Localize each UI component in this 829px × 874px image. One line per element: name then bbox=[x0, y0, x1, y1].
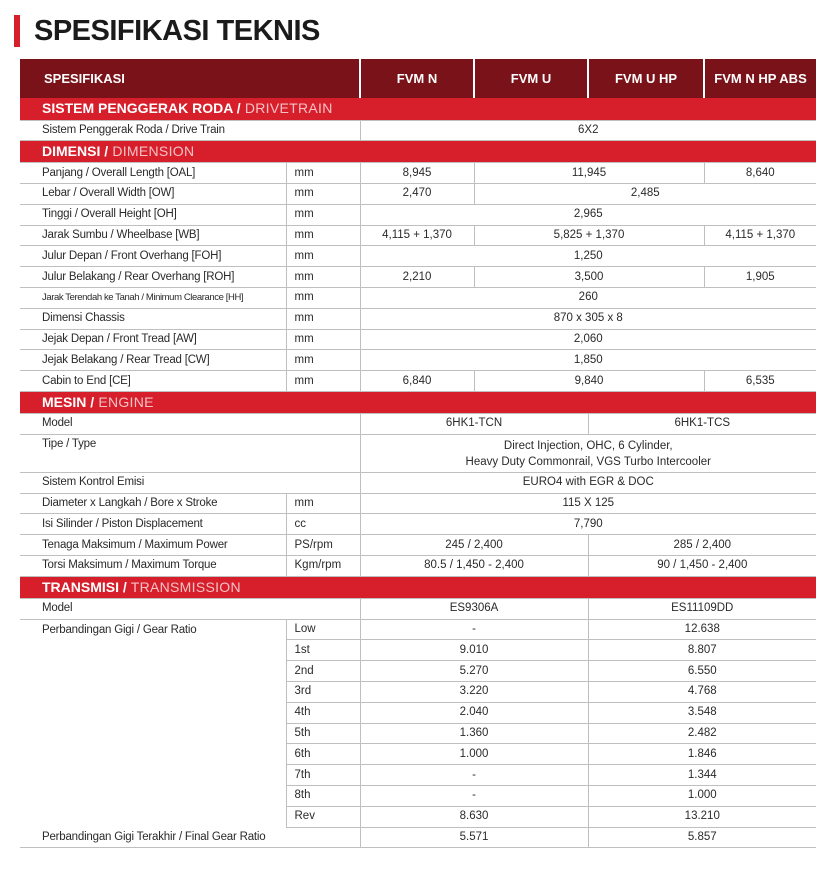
row-label: Jarak Terendah ke Tanah / Minimum Clearance [HH] bbox=[20, 288, 286, 309]
section-title: DIMENSI / bbox=[42, 143, 109, 160]
row-unit: mm bbox=[286, 288, 360, 309]
section-title: MESIN / bbox=[42, 394, 95, 411]
cell-value bbox=[360, 434, 816, 472]
cell-value: 3.548 bbox=[588, 702, 816, 723]
row-label: Jarak Sumbu / Wheelbase [WB] bbox=[20, 225, 286, 246]
cell-value: 4.768 bbox=[588, 682, 816, 703]
row-unit: Kgm/rpm bbox=[286, 556, 360, 577]
table-row bbox=[20, 204, 816, 225]
cell-value: 90 / 1,450 - 2,400 bbox=[588, 556, 816, 577]
row-label: Cabin to End [CE] bbox=[20, 371, 286, 392]
row-label: Diameter x Langkah / Bore x Stroke bbox=[20, 493, 286, 514]
row-unit: mm bbox=[286, 308, 360, 329]
cell-value: 1.344 bbox=[588, 765, 816, 786]
gear-label: 7th bbox=[286, 765, 360, 786]
cell-value: 8,945 bbox=[360, 163, 474, 184]
cell-value: 1.000 bbox=[588, 786, 816, 807]
header-model-fvm-u-hp: FVM U HP bbox=[588, 59, 704, 98]
row-label: Model bbox=[20, 414, 360, 435]
cell-value: - bbox=[360, 765, 588, 786]
section-title: TRANSMISI / bbox=[42, 578, 127, 595]
cell-value: 245 / 2,400 bbox=[360, 535, 588, 556]
spec-sheet bbox=[20, 59, 816, 848]
section-dimension bbox=[20, 141, 816, 163]
row-label: Perbandingan Gigi / Gear Ratio bbox=[20, 619, 286, 827]
table-row bbox=[20, 288, 816, 309]
table-row bbox=[20, 434, 816, 472]
table-row bbox=[20, 225, 816, 246]
section-subtitle: ENGINE bbox=[94, 394, 154, 411]
row-label: Julur Depan / Front Overhang [FOH] bbox=[20, 246, 286, 267]
gear-label: 3rd bbox=[286, 682, 360, 703]
table-row bbox=[20, 350, 816, 371]
table-row bbox=[20, 514, 816, 535]
row-label: Julur Belakang / Rear Overhang [ROH] bbox=[20, 267, 286, 288]
cell-value: 9.010 bbox=[360, 640, 588, 661]
page-title-block bbox=[14, 14, 320, 48]
section-drivetrain bbox=[20, 98, 816, 120]
section-subtitle: TRANSMISSION bbox=[126, 578, 241, 595]
table-row bbox=[20, 267, 816, 288]
table-row bbox=[20, 472, 816, 493]
table-row bbox=[20, 493, 816, 514]
cell-value: ES11109DD bbox=[588, 598, 816, 619]
cell-value: 8.630 bbox=[360, 806, 588, 827]
cell-value: 1.360 bbox=[360, 723, 588, 744]
cell-value: 7,790 bbox=[360, 514, 816, 535]
table-row bbox=[20, 163, 816, 184]
header-model-fvm-n: FVM N bbox=[360, 59, 474, 98]
table-row bbox=[20, 619, 816, 640]
row-label: Dimensi Chassis bbox=[20, 308, 286, 329]
cell-value: 2.040 bbox=[360, 702, 588, 723]
cell-value: 6.550 bbox=[588, 661, 816, 682]
row-label: Jejak Depan / Front Tread [AW] bbox=[20, 329, 286, 350]
cell-value: 2.482 bbox=[588, 723, 816, 744]
cell-value: 3.220 bbox=[360, 682, 588, 703]
spec-table bbox=[20, 59, 816, 848]
cell-value: 4,115 + 1,370 bbox=[360, 225, 474, 246]
row-label: Sistem Kontrol Emisi bbox=[20, 472, 360, 493]
table-row bbox=[20, 535, 816, 556]
cell-value: 13.210 bbox=[588, 806, 816, 827]
cell-value: 5.270 bbox=[360, 661, 588, 682]
table-row bbox=[20, 371, 816, 392]
cell-value: 6,840 bbox=[360, 371, 474, 392]
cell-value: 2,470 bbox=[360, 184, 474, 205]
header-model-fvm-u: FVM U bbox=[474, 59, 588, 98]
table-row bbox=[20, 827, 816, 848]
engine-type-line-1: Direct Injection, OHC, 6 Cylinder, bbox=[503, 440, 673, 453]
gear-label: 8th bbox=[286, 786, 360, 807]
cell-value: 6HK1-TCN bbox=[360, 414, 588, 435]
gear-label: 4th bbox=[286, 702, 360, 723]
row-unit: mm bbox=[286, 329, 360, 350]
row-label: Torsi Maksimum / Maximum Torque bbox=[20, 556, 286, 577]
cell-value: - bbox=[360, 786, 588, 807]
gear-label: 2nd bbox=[286, 661, 360, 682]
cell-value: 80.5 / 1,450 - 2,400 bbox=[360, 556, 588, 577]
row-unit: mm bbox=[286, 225, 360, 246]
table-row bbox=[20, 308, 816, 329]
cell-value: 1,250 bbox=[360, 246, 816, 267]
cell-value: 6X2 bbox=[360, 120, 816, 141]
cell-value: 11,945 bbox=[474, 163, 704, 184]
gear-label: 1st bbox=[286, 640, 360, 661]
cell-value: 2,210 bbox=[360, 267, 474, 288]
cell-value: 9,840 bbox=[474, 371, 704, 392]
cell-value: 2,060 bbox=[360, 329, 816, 350]
row-unit: PS/rpm bbox=[286, 535, 360, 556]
cell-value: 285 / 2,400 bbox=[588, 535, 816, 556]
row-unit: cc bbox=[286, 514, 360, 535]
row-label: Tipe / Type bbox=[20, 434, 360, 472]
cell-value: EURO4 with EGR & DOC bbox=[360, 472, 816, 493]
row-unit: mm bbox=[286, 371, 360, 392]
table-row bbox=[20, 184, 816, 205]
row-unit: mm bbox=[286, 267, 360, 288]
table-row bbox=[20, 598, 816, 619]
gear-label: 5th bbox=[286, 723, 360, 744]
row-label: Tenaga Maksimum / Maximum Power bbox=[20, 535, 286, 556]
cell-value: 1,850 bbox=[360, 350, 816, 371]
row-label: Model bbox=[20, 598, 360, 619]
engine-type-line-2: Heavy Duty Commonrail, VGS Turbo Intercooler bbox=[465, 456, 711, 469]
cell-value: 8.807 bbox=[588, 640, 816, 661]
title-accent-bar bbox=[14, 15, 20, 47]
row-label: Perbandingan Gigi Terakhir / Final Gear Ratio bbox=[20, 827, 360, 848]
gear-label: Rev bbox=[286, 806, 360, 827]
row-label: Isi Silinder / Piston Displacement bbox=[20, 514, 286, 535]
table-row bbox=[20, 329, 816, 350]
header-spec: SPESIFIKASI bbox=[20, 59, 360, 98]
row-label: Lebar / Overall Width [OW] bbox=[20, 184, 286, 205]
cell-value: 115 X 125 bbox=[360, 493, 816, 514]
page-title: SPESIFIKASI TEKNIS bbox=[34, 14, 320, 47]
cell-value: 1,905 bbox=[704, 267, 816, 288]
section-title: SISTEM PENGGERAK RODA / bbox=[42, 100, 241, 117]
row-unit: mm bbox=[286, 246, 360, 267]
table-row bbox=[20, 414, 816, 435]
table-row bbox=[20, 246, 816, 267]
row-unit: mm bbox=[286, 350, 360, 371]
table-row bbox=[20, 556, 816, 577]
cell-value: 260 bbox=[360, 288, 816, 309]
cell-value: 4,115 + 1,370 bbox=[704, 225, 816, 246]
section-subtitle: DRIVETRAIN bbox=[240, 100, 333, 117]
table-row bbox=[20, 120, 816, 141]
cell-value: 6HK1-TCS bbox=[588, 414, 816, 435]
cell-value: 5.571 bbox=[360, 827, 588, 848]
cell-value: - bbox=[360, 619, 588, 640]
cell-value: 8,640 bbox=[704, 163, 816, 184]
cell-value: 5,825 + 1,370 bbox=[474, 225, 704, 246]
section-subtitle: DIMENSION bbox=[108, 143, 195, 160]
cell-value: 870 x 305 x 8 bbox=[360, 308, 816, 329]
cell-value: 1.000 bbox=[360, 744, 588, 765]
row-label: Tinggi / Overall Height [OH] bbox=[20, 204, 286, 225]
gear-label: 6th bbox=[286, 744, 360, 765]
cell-value: 2,965 bbox=[360, 204, 816, 225]
section-engine bbox=[20, 392, 816, 414]
row-unit: mm bbox=[286, 204, 360, 225]
row-label: Jejak Belakang / Rear Tread [CW] bbox=[20, 350, 286, 371]
cell-value: 3,500 bbox=[474, 267, 704, 288]
cell-value: 5.857 bbox=[588, 827, 816, 848]
cell-value: 6,535 bbox=[704, 371, 816, 392]
row-unit: mm bbox=[286, 163, 360, 184]
row-label: Panjang / Overall Length [OAL] bbox=[20, 163, 286, 184]
cell-value: ES9306A bbox=[360, 598, 588, 619]
cell-value: 1.846 bbox=[588, 744, 816, 765]
gear-label: Low bbox=[286, 619, 360, 640]
cell-value: 12.638 bbox=[588, 619, 816, 640]
cell-value: 2,485 bbox=[474, 184, 816, 205]
row-label: Sistem Penggerak Roda / Drive Train bbox=[20, 120, 360, 141]
row-unit: mm bbox=[286, 184, 360, 205]
row-unit: mm bbox=[286, 493, 360, 514]
section-transmission bbox=[20, 576, 816, 598]
table-header-row bbox=[20, 59, 816, 98]
header-model-fvm-n-hp-abs: FVM N HP ABS bbox=[704, 59, 816, 98]
